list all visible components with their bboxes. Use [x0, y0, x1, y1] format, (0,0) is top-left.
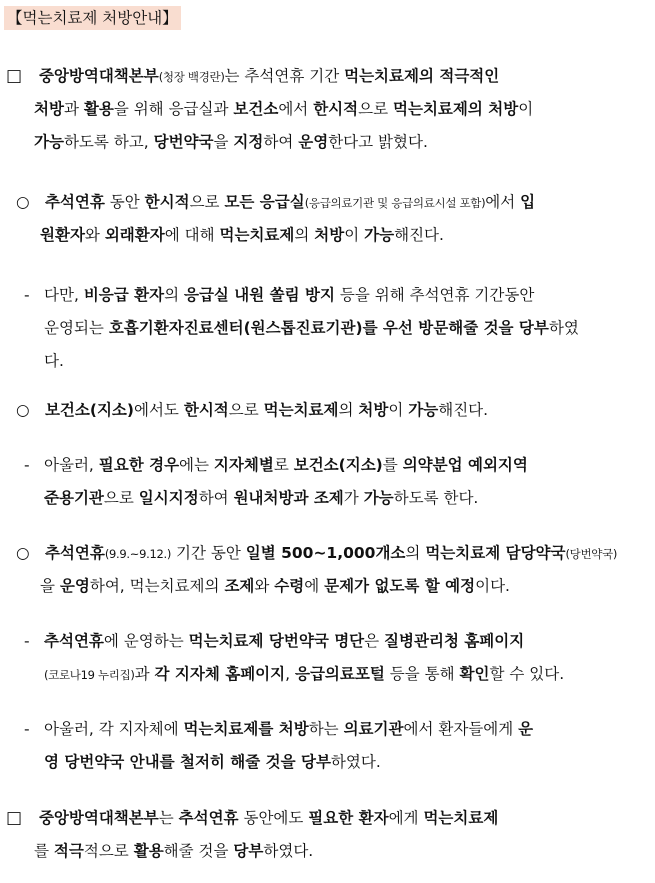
text: 추석연휴: [44, 632, 104, 650]
text: 를: [382, 456, 403, 474]
text: 적극: [53, 842, 84, 860]
circle-bullet: ○: [16, 401, 30, 419]
text: 과: [63, 100, 84, 118]
text: 모든 응급실: [224, 193, 305, 211]
text: 해진다.: [438, 401, 489, 419]
text: 하였: [548, 319, 579, 337]
text: 아울러, 각 지자체에: [44, 720, 184, 738]
text: 처방: [34, 100, 64, 118]
text: ,: [285, 665, 295, 683]
text: 을: [40, 577, 60, 595]
text: 등을 위해 추석연휴 기간동안: [334, 286, 535, 304]
text: 영 당번약국 안내를 철저히 해줄 것을 당부: [44, 753, 331, 771]
square-bullet: □: [6, 66, 23, 86]
text: 처방: [358, 401, 389, 419]
text: (청장 백경란): [158, 70, 225, 84]
text: 으로: [103, 489, 139, 507]
text: 당부: [233, 842, 264, 860]
text: 한다고 밝혔다.: [328, 133, 428, 151]
text: 는 추석연휴 기간: [224, 67, 345, 85]
dash-bullet: -: [24, 286, 30, 304]
paragraph-main-2: [6, 802, 498, 868]
text: 하여: [198, 489, 234, 507]
text: 하도록 한다.: [393, 489, 479, 507]
text: 각 지자체 홈페이지: [154, 665, 286, 683]
text: 아울러,: [44, 456, 99, 474]
text: 문제가 없도록 할 예정: [324, 577, 476, 595]
text: 추석연휴: [44, 544, 105, 562]
dash-bullet: -: [24, 720, 30, 738]
text: 외래환자: [104, 226, 165, 244]
text: 가능: [34, 133, 64, 151]
text: 보건소(지소): [44, 401, 134, 419]
text: 먹는치료제: [263, 401, 339, 419]
text: 으로: [228, 401, 264, 419]
text: 응급의료포털: [294, 665, 385, 683]
text: 중앙방역대책본부: [38, 67, 159, 85]
text: 와: [254, 577, 275, 595]
text: 동안에도: [238, 809, 309, 827]
paragraph-designation: [24, 449, 528, 515]
text: 하였다.: [263, 842, 314, 860]
text: 에서: [278, 100, 314, 118]
text: 운영되는: [44, 319, 109, 337]
text: 에게: [388, 809, 424, 827]
text: 먹는치료제: [219, 226, 295, 244]
text: 입: [520, 193, 536, 211]
text: 이: [388, 401, 409, 419]
text: 해줄 것을: [163, 842, 234, 860]
text: 한시적: [313, 100, 359, 118]
text: 에: [304, 577, 325, 595]
text: 처방: [314, 226, 345, 244]
text: 먹는치료제 당번약국 명단: [188, 632, 365, 650]
text: 응급실 내원 쏠림 방지: [183, 286, 335, 304]
square-bullet: □: [6, 808, 23, 828]
text: 의: [294, 226, 315, 244]
dash-bullet: -: [24, 456, 30, 474]
circle-bullet: ○: [16, 193, 30, 211]
text: 의: [338, 401, 359, 419]
text: 은: [364, 632, 385, 650]
text: 먹는치료제: [423, 809, 499, 827]
text: 를: [34, 842, 54, 860]
text: 일시지정: [138, 489, 199, 507]
text: 준용기관: [44, 489, 104, 507]
text: 지자체별: [213, 456, 274, 474]
text: 등을 통해: [384, 665, 460, 683]
text: (코로나19 누리집): [44, 668, 135, 682]
text: 먹는치료제를 처방: [183, 720, 309, 738]
text: 다.: [44, 352, 64, 370]
text: 로: [273, 456, 294, 474]
text: (9.9.~9.12.): [104, 547, 172, 561]
text: 비응급 환자: [83, 286, 165, 304]
text: 필요한 환자: [308, 809, 389, 827]
text: 적으로: [83, 842, 134, 860]
text: 이: [518, 100, 534, 118]
text: (당번약국): [565, 547, 618, 561]
text: 먹는치료제의 처방: [393, 100, 519, 118]
text: 가능: [364, 226, 395, 244]
text: 먹는치료제 담당약국: [425, 544, 566, 562]
text: 하는: [308, 720, 344, 738]
text: 을: [213, 133, 234, 151]
text: (응급의료기관 및 응급의료시설 포함): [304, 196, 486, 210]
text: 당번약국: [153, 133, 214, 151]
text: 동안: [104, 193, 145, 211]
paragraph-health-center: [16, 394, 488, 427]
paragraph-pharmacy: [16, 537, 617, 603]
text: 추석연휴: [44, 193, 105, 211]
text: 에서 환자들에게: [403, 720, 519, 738]
text: 중앙방역대책본부: [38, 809, 159, 827]
text: 보건소: [233, 100, 279, 118]
text: 운영: [59, 577, 90, 595]
text: 일별 500~1,000개소: [245, 544, 406, 562]
paragraph-non-emergency: [24, 279, 579, 378]
text: 추석연휴: [178, 809, 239, 827]
text: 하여: [263, 133, 299, 151]
text: 조제: [224, 577, 255, 595]
text: 의: [164, 286, 184, 304]
text: 보건소(지소): [293, 456, 383, 474]
text: 하였다.: [330, 753, 381, 771]
text: 확인: [459, 665, 490, 683]
dash-bullet: -: [24, 632, 30, 650]
paragraph-institution-guidance: [24, 713, 533, 779]
paragraph-pharmacy-list: [24, 625, 564, 691]
text: 가능: [408, 401, 439, 419]
text: 에는: [179, 456, 214, 474]
document-title: 【먹는치료제 처방안내】: [4, 6, 181, 30]
text: 이다.: [475, 577, 510, 595]
circle-bullet: ○: [16, 544, 30, 562]
text: 에서: [485, 193, 521, 211]
text: 해진다.: [394, 226, 444, 244]
text: 기간 동안: [171, 544, 246, 562]
text: 의: [405, 544, 426, 562]
text: 한시적: [183, 401, 229, 419]
text: 의약분업 예외지역: [402, 456, 528, 474]
text: 이: [344, 226, 365, 244]
text: 활용: [83, 100, 114, 118]
text: 필요한 경우: [98, 456, 180, 474]
text: 의료기관: [343, 720, 404, 738]
text: 가: [343, 489, 364, 507]
text: 으로: [189, 193, 225, 211]
text: 에 운영하는: [103, 632, 189, 650]
text: 을 위해 응급실과: [113, 100, 234, 118]
text: 과: [134, 665, 155, 683]
text: 는: [158, 809, 179, 827]
text: 하여, 먹는치료제의: [89, 577, 225, 595]
text: 운: [518, 720, 534, 738]
text: 에 대해: [164, 226, 220, 244]
text: 원내처방과 조제: [233, 489, 344, 507]
paragraph-emergency-room: [16, 186, 535, 252]
text: 질병관리청 홈페이지: [384, 632, 525, 650]
text: 원환자: [40, 226, 85, 244]
text: 하도록 하고,: [63, 133, 154, 151]
text: 으로: [358, 100, 393, 118]
text: 에서도: [133, 401, 184, 419]
text: 다만,: [44, 286, 84, 304]
text: 지정: [233, 133, 264, 151]
text: 한시적: [144, 193, 190, 211]
paragraph-main-1: [6, 60, 533, 159]
text: 할 수 있다.: [489, 665, 565, 683]
text: 와: [84, 226, 105, 244]
text: 수령: [274, 577, 305, 595]
text: 가능: [363, 489, 394, 507]
text: 먹는치료제의 적극적인: [344, 67, 500, 85]
text: 호흡기환자진료센터(원스톱진료기관)를 우선 방문해줄 것을 당부: [108, 319, 549, 337]
text: 운영: [298, 133, 329, 151]
text: 활용: [133, 842, 164, 860]
